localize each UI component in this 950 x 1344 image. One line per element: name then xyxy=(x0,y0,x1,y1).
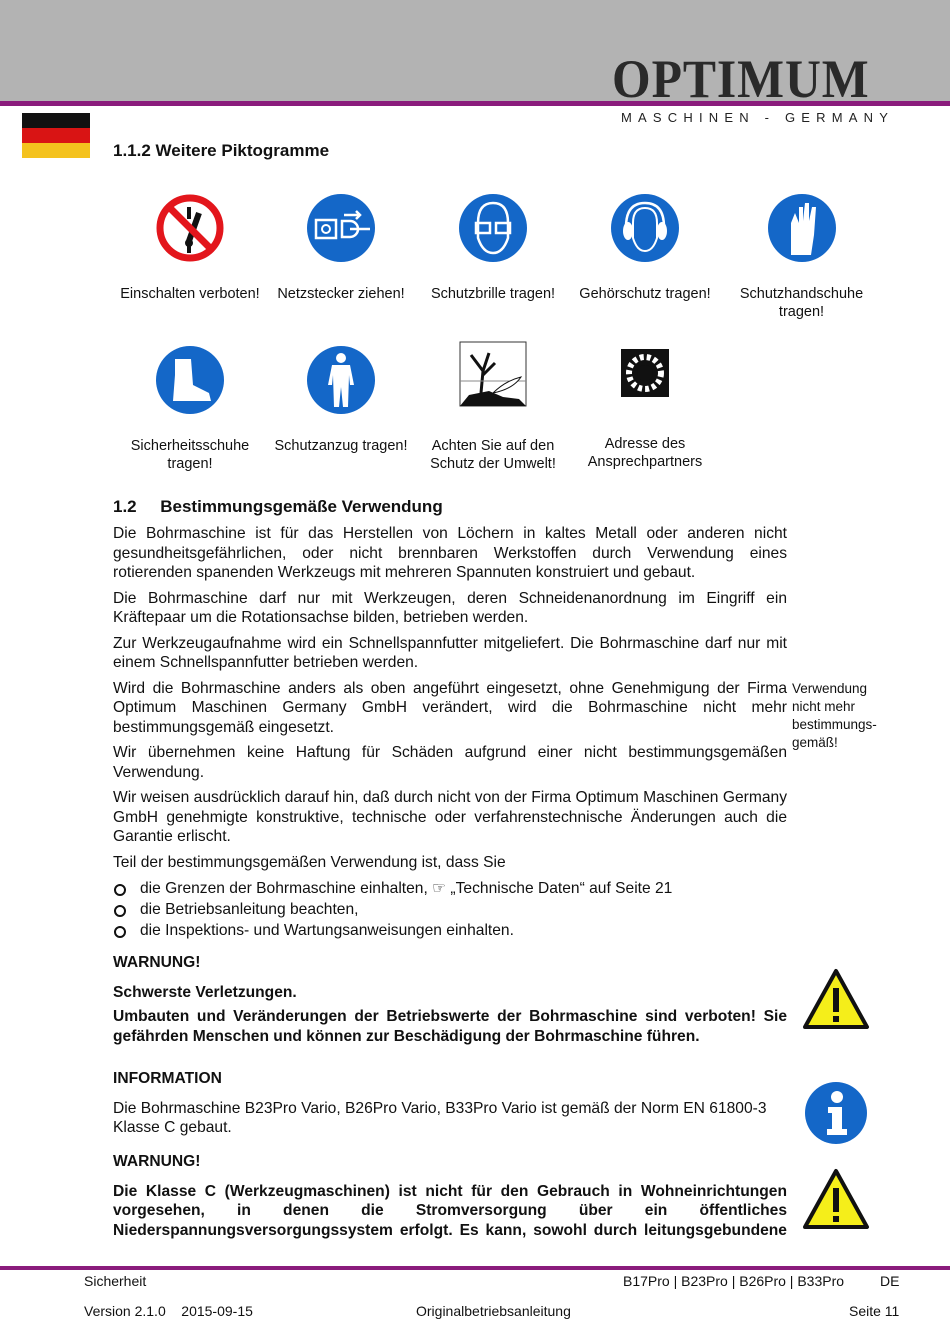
warning-title: WARNUNG! xyxy=(113,954,201,971)
paragraph: Wird die Bohrmaschine anders als oben angeführt eingesetzt, ohne Genehmigung der Firma Optimum Maschinen Germany GmbH verändert, wird die Bohrmaschine nicht mehr bestimmungsgemäß eingesetzt. xyxy=(113,679,787,736)
footer-models: B17Pro | B23Pro | B26Pro | B33Pro xyxy=(623,1273,845,1289)
info-icon xyxy=(804,1081,868,1145)
warning-text: Umbauten und Veränderungen der Betriebswerte der Bohrmaschine sind verboten! Sie gefährden Menschen und können zur Beschädigung der Bohrmaschine führen. xyxy=(113,1008,787,1045)
warning-block xyxy=(113,1152,787,1240)
paragraph: Zur Werkzeugaufnahme wird ein Schnellspannfutter mitgeliefert. Die Bohrmaschine darf nur mit einem Schnellspannfutter betrieben werden. xyxy=(113,634,787,671)
protective-suit-icon xyxy=(306,345,376,415)
paragraph: Wir übernehmen keine Haftung für Schäden aufgrund einer nicht bestimmungsgemäßen Verwendung. xyxy=(113,744,787,781)
section-heading: 1.1.2 Weitere Piktogramme xyxy=(113,141,330,160)
safety-boots-icon xyxy=(155,345,225,415)
pictogram-label: Schutzbrille tragen! xyxy=(430,286,556,302)
paragraph: Die Bohrmaschine darf nur mit Werkzeugen, deren Schneidenanordnung im Eingriff ein Kräftepaar um die Rotationsachse bilden, betrieben werden. xyxy=(113,589,787,626)
footer-section: Sicherheit xyxy=(84,1273,147,1289)
pictogram-environment xyxy=(418,341,568,473)
pictogram-unplug xyxy=(266,193,416,303)
pictogram-label: Gehörschutz tragen! xyxy=(579,286,711,302)
pictogram-label: Netzstecker ziehen! xyxy=(277,286,405,302)
info-text: Die Bohrmaschine B23Pro Vario, B26Pro Vario, B33Pro Vario ist gemäß der Norm EN 61800-3 Klasse C gebaut. xyxy=(113,1099,767,1136)
pictogram-no-switch xyxy=(115,193,265,303)
pictogram-suit xyxy=(266,345,416,455)
pictogram-label: Einschalten verboten! xyxy=(120,286,260,302)
margin-note: Verwendung nicht mehr bestimmungs-gemäß! xyxy=(792,681,877,750)
footer-document: Originalbetriebsanleitung xyxy=(416,1303,571,1319)
pictogram-boots xyxy=(115,345,265,473)
gloves-icon xyxy=(767,193,837,263)
telephone-icon xyxy=(621,349,669,397)
warning-title: WARNUNG! xyxy=(113,1153,201,1170)
warning-block xyxy=(113,953,787,1046)
ear-protection-icon xyxy=(610,193,680,263)
logo: OPTIMUM xyxy=(612,49,870,109)
warning-text: Die Klasse C (Werkzeugmaschinen) ist nicht für den Gebrauch in Wohneinrichtungen vorgesehen, in denen die Stromversorgung über ein öffentliches Niederspannungsversorgungssystem erfolgt. Es kann, sowohl durch leitungsgebundene xyxy=(113,1182,787,1239)
warning-triangle-icon xyxy=(802,1168,870,1230)
list-item: die Betriebsanleitung beachten, xyxy=(113,899,787,920)
list-item: die Inspektions- und Wartungsanweisungen einhalten. xyxy=(113,920,787,941)
pictogram-gloves xyxy=(724,193,879,321)
pictogram-label: Sicherheitsschuhe tragen! xyxy=(130,438,250,472)
logo-subtitle: MASCHINEN - GERMANY xyxy=(621,110,895,125)
footer-language: DE xyxy=(880,1273,900,1289)
list-item[interactable]: die Grenzen der Bohrmaschine einhalten, ☞ „Technische Daten“ auf Seite 21 xyxy=(113,878,787,899)
info-title: INFORMATION xyxy=(113,1070,222,1087)
section-heading: 1.2 Bestimmungsgemäße Verwendung xyxy=(113,497,443,516)
pictogram-label: Adresse des Ansprechpartners xyxy=(587,436,703,470)
information-block xyxy=(113,1069,787,1138)
body-text xyxy=(113,524,787,941)
page-number: Seite 11 xyxy=(849,1303,900,1319)
paragraph: Wir weisen ausdrücklich darauf hin, daß durch nicht von der Firma Optimum Maschinen Germany GmbH genehmigte konstruktive, technische oder verfahrenstechnische Änderungen auch die Garantie erlischt. xyxy=(113,789,787,845)
pictogram-label: Achten Sie auf den Schutz der Umwelt! xyxy=(430,438,556,472)
pictogram-label: Schutzanzug tragen! xyxy=(274,438,408,454)
pictogram-goggles xyxy=(418,193,568,303)
pictogram-ear xyxy=(570,193,720,303)
safety-goggles-icon xyxy=(458,193,528,263)
german-flag-icon xyxy=(22,113,90,158)
environment-icon xyxy=(459,341,527,407)
paragraph: Die Bohrmaschine ist für das Herstellen von Löchern in kaltes Metall oder anderen nicht gesundheitsgefährlichen, oder nicht brennbaren Werkstoffen durch Verwendung eines rotierenden spanenden Werkzeugs mit mehreren Spannuten konstruiert und gebaut. xyxy=(113,525,787,581)
pictogram-label: Schutzhandschuhe tragen! xyxy=(739,286,864,320)
bullet-list xyxy=(113,878,787,941)
warning-triangle-icon xyxy=(802,968,870,1030)
pictogram-telephone xyxy=(570,349,720,471)
warning-subtitle: Schwerste Verletzungen. xyxy=(113,983,297,1001)
paragraph: Teil der bestimmungsgemäßen Verwendung ist, dass Sie xyxy=(113,853,506,871)
footer-divider xyxy=(0,1266,950,1270)
no-switch-on-icon xyxy=(155,193,225,263)
unplug-icon xyxy=(306,193,376,263)
footer-version: Version 2.1.0 2015-09-15 xyxy=(84,1303,253,1319)
